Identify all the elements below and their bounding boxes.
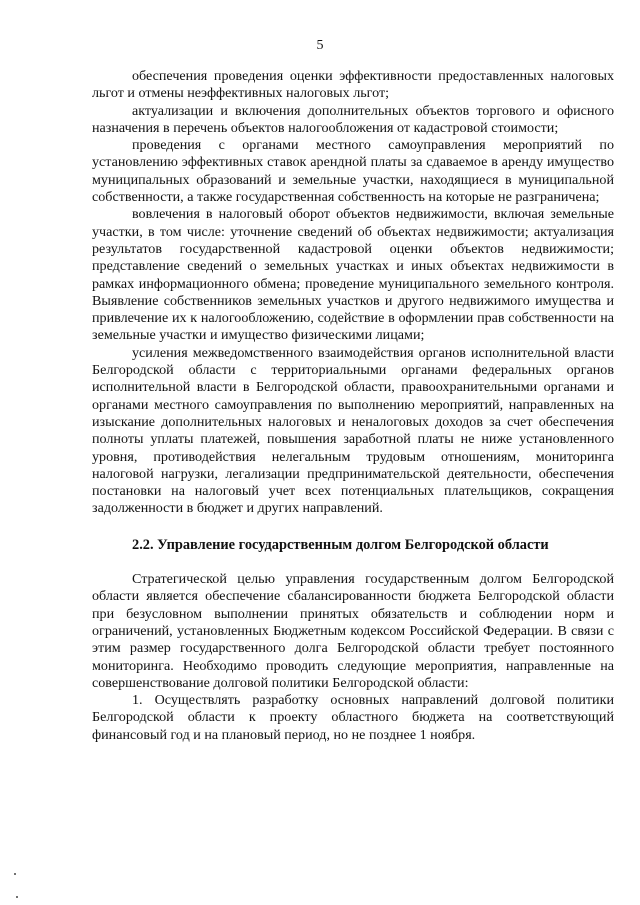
- paragraph-debt-item-1: 1. Осуществлять разработку основных направлений долговой политики Белгородской области к проекту областного бюджета на соответствующий финансовый год и на плановый период, но не позднее 1 ноября.: [92, 692, 614, 743]
- paragraph-cadastral-objects: актуализации и включения дополнительных объектов торгового и офисного назначения в перечень объектов налогообложения от кадастровой стоимости;: [92, 102, 614, 136]
- scan-speck: [14, 873, 16, 875]
- paragraph-interagency: усиления межведомственного взаимодействия органов исполнительной власти Белгородской области с территориальными органами федеральных органов исполнительной власти в Белгородской области, правоохранительными органами и органами местного самоуправления по выполнению мероприятий, направленных на изыскание дополнительных налоговых и неналоговых доходов за счет обеспечения полноты уплаты платежей, повышения заработной платы не ниже установленного уровня, противодействия нелегальным трудовым отношениям, мониторинга налоговой нагрузки, легализации предпринимательской деятельности, обеспечения постановки на налоговый учет всех потенциальных плательщиков, сокращения задолженности в бюджет и других направлений.: [92, 344, 614, 517]
- section-heading: 2.2. Управление государственным долгом Белгородской области: [132, 536, 549, 553]
- document-body: [92, 68, 614, 744]
- paragraph-rent-rates: проведения с органами местного самоуправления мероприятий по установлению эффективных ставок арендной платы за сдаваемое в аренду имущество муниципальных образований и земельные участки, находящиеся в муниципальной собственности, а также государственная собственность на которые не разграничена;: [92, 137, 614, 206]
- paragraph-tax-benefits: обеспечения проведения оценки эффективности предоставленных налоговых льгот и отмены неэффективных налоговых льгот;: [92, 68, 614, 102]
- page-number: 5: [316, 38, 324, 53]
- paragraph-real-estate: вовлечения в налоговый оборот объектов недвижимости, включая земельные участки, в том числе: уточнение сведений об объектах недвижимости; актуализация результатов государственной кадастровой оценки объектов недвижимости; представление сведений о земельных участках и иных объектах недвижимости в рамках информационного обмена; проведение муниципального земельного контроля. Выявление собственников земельных участков и другого недвижимого имущества и привлечение их к налогообложению, содействие в оформлении прав собственности на земельные участки и имущество физическими лицами;: [92, 206, 614, 344]
- scan-speck: [16, 896, 18, 898]
- paragraph-debt-goal: Стратегической целью управления государственным долгом Белгородской области является обеспечение сбалансированности бюджета Белгородской области при безусловном выполнении принятых обязательств и соблюдении норм и ограничений, установленных Бюджетным кодексом Российской Федерации. В связи с этим размер государственного долга Белгородской области требует постоянного мониторинга. Необходимо проводить следующие мероприятия, направленные на совершенствование долговой политики Белгородской области:: [92, 571, 614, 691]
